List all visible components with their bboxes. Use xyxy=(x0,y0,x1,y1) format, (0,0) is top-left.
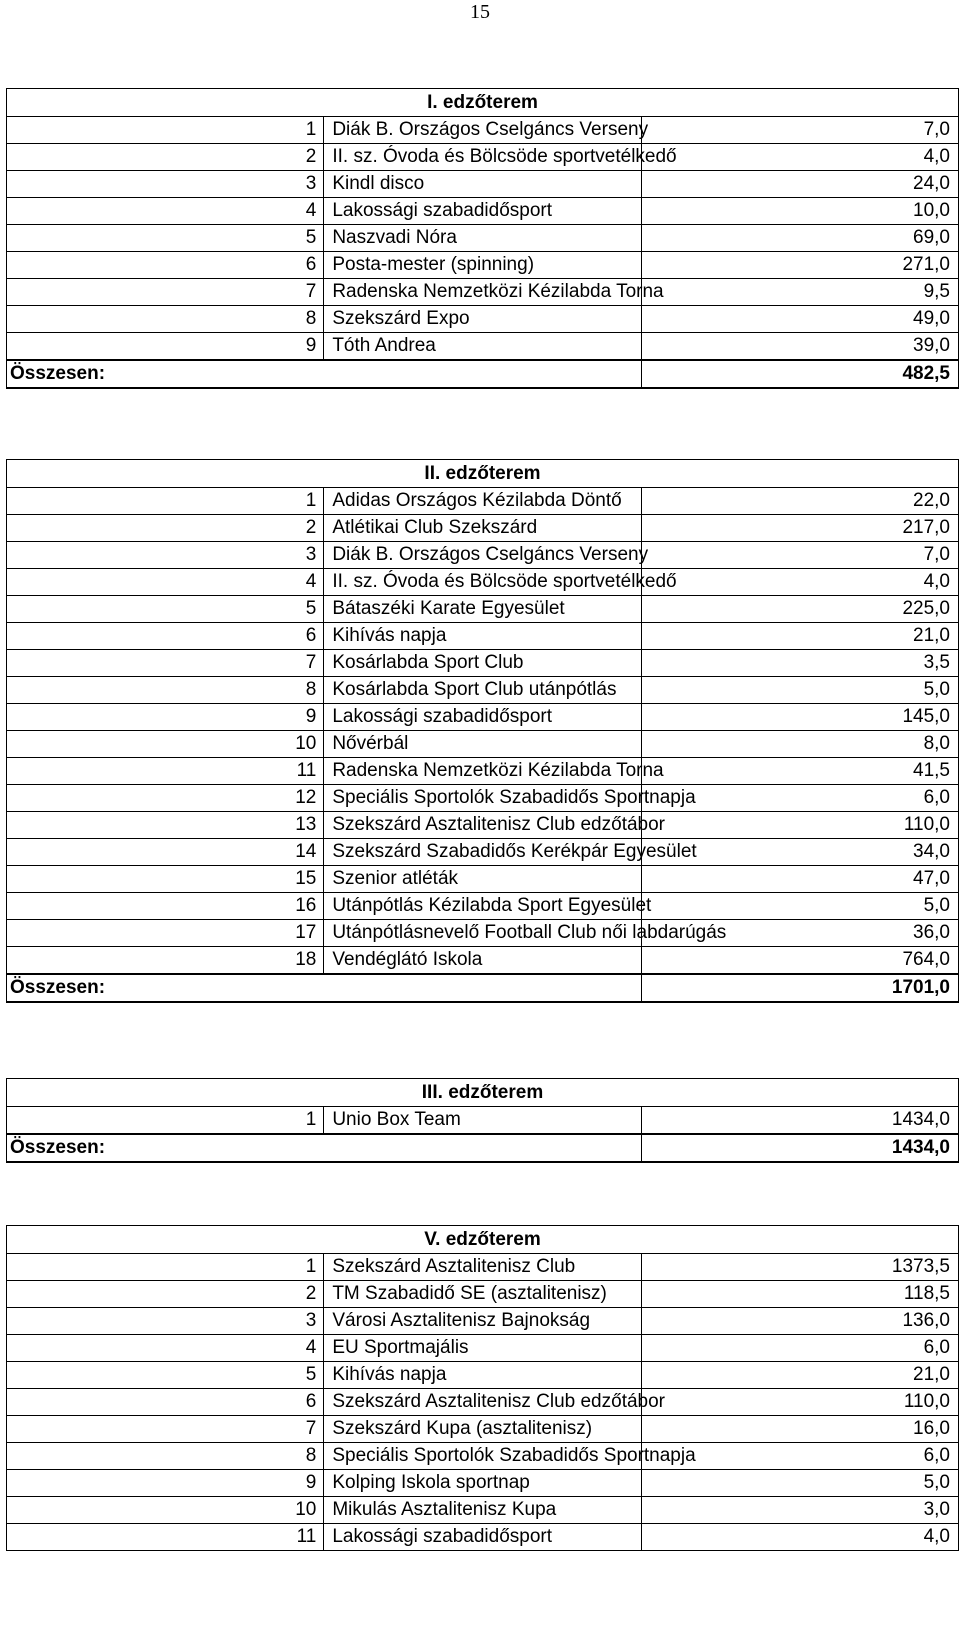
hours-value: 6,0 xyxy=(641,1443,958,1470)
hours-value: 9,5 xyxy=(641,279,958,306)
section-edzoterem-i xyxy=(6,88,959,389)
table-row xyxy=(7,488,959,515)
hours-value: 4,0 xyxy=(641,1524,958,1551)
section-title-rest: edzőterem xyxy=(445,1228,541,1250)
row-number: 6 xyxy=(7,252,324,279)
hours-value: 271,0 xyxy=(641,252,958,279)
table-row xyxy=(7,515,959,542)
hours-value: 5,0 xyxy=(641,1470,958,1497)
room-table xyxy=(6,459,959,1003)
row-number: 2 xyxy=(7,1281,324,1308)
event-name: Diák B. Országos Cselgáncs Verseny xyxy=(324,117,641,144)
section-title-rest: edzőterem xyxy=(442,91,538,113)
row-number: 1 xyxy=(7,488,324,515)
table-row xyxy=(7,1335,959,1362)
table-row xyxy=(7,306,959,333)
hours-value: 764,0 xyxy=(641,947,958,975)
section-title-row xyxy=(7,89,959,117)
event-name: Szekszárd Expo xyxy=(324,306,641,333)
hours-value: 110,0 xyxy=(641,1389,958,1416)
row-number: 18 xyxy=(7,947,324,975)
section-edzoterem-ii xyxy=(6,459,959,1003)
section-title-prefix: III. xyxy=(421,1081,443,1103)
table-row xyxy=(7,1362,959,1389)
row-number: 4 xyxy=(7,569,324,596)
section-title xyxy=(7,460,959,488)
hours-value: 7,0 xyxy=(641,117,958,144)
event-name: Unio Box Team xyxy=(324,1107,641,1135)
event-name: Kihívás napja xyxy=(324,1362,641,1389)
row-number: 17 xyxy=(7,920,324,947)
row-number: 13 xyxy=(7,812,324,839)
table-row xyxy=(7,1107,959,1135)
row-number: 5 xyxy=(7,596,324,623)
room-table xyxy=(6,88,959,389)
hours-value: 217,0 xyxy=(641,515,958,542)
table-row xyxy=(7,252,959,279)
room-table xyxy=(6,1078,959,1163)
row-number: 6 xyxy=(7,623,324,650)
event-name: Utánpótlás Kézilabda Sport Egyesület xyxy=(324,893,641,920)
hours-value: 21,0 xyxy=(641,1362,958,1389)
hours-value: 5,0 xyxy=(641,677,958,704)
section-title-prefix: II. xyxy=(424,462,441,484)
event-name: Nővérbál xyxy=(324,731,641,758)
event-name: Mikulás Asztalitenisz Kupa xyxy=(324,1497,641,1524)
event-name: EU Sportmajális xyxy=(324,1335,641,1362)
hours-value: 24,0 xyxy=(641,171,958,198)
section-title-rest: edzőterem xyxy=(445,462,541,484)
hours-value: 69,0 xyxy=(641,225,958,252)
section-title-prefix: I. xyxy=(427,91,438,113)
row-number: 9 xyxy=(7,333,324,361)
hours-value: 4,0 xyxy=(641,144,958,171)
hours-value: 49,0 xyxy=(641,306,958,333)
event-name: Radenska Nemzetközi Kézilabda Torna xyxy=(324,279,641,306)
row-number: 1 xyxy=(7,1107,324,1135)
total-label: Összesen: xyxy=(7,974,642,1002)
total-value: 482,5 xyxy=(641,360,958,388)
event-name: Speciális Sportolók Szabadidős Sportnapja xyxy=(324,785,641,812)
row-number: 3 xyxy=(7,1308,324,1335)
row-number: 2 xyxy=(7,144,324,171)
event-name: Kindl disco xyxy=(324,171,641,198)
row-number: 4 xyxy=(7,1335,324,1362)
row-number: 10 xyxy=(7,731,324,758)
event-name: Adidas Országos Kézilabda Döntő xyxy=(324,488,641,515)
table-row xyxy=(7,731,959,758)
table-row xyxy=(7,1416,959,1443)
hours-value: 1373,5 xyxy=(641,1254,958,1281)
event-name: Kihívás napja xyxy=(324,623,641,650)
event-name: II. sz. Óvoda és Bölcsöde sportvetélkedő xyxy=(324,144,641,171)
table-row xyxy=(7,542,959,569)
event-name: Radenska Nemzetközi Kézilabda Torna xyxy=(324,758,641,785)
table-row xyxy=(7,758,959,785)
table-row xyxy=(7,677,959,704)
row-number: 6 xyxy=(7,1389,324,1416)
table-row xyxy=(7,1308,959,1335)
table-row xyxy=(7,839,959,866)
table-row xyxy=(7,704,959,731)
event-name: Bátaszéki Karate Egyesület xyxy=(324,596,641,623)
hours-value: 7,0 xyxy=(641,542,958,569)
event-name: Szekszárd Kupa (asztalitenisz) xyxy=(324,1416,641,1443)
section-edzoterem-iii xyxy=(6,1078,959,1163)
hours-value: 39,0 xyxy=(641,333,958,361)
event-name: Lakossági szabadidősport xyxy=(324,198,641,225)
table-row xyxy=(7,225,959,252)
hours-value: 3,0 xyxy=(641,1497,958,1524)
event-name: Tóth Andrea xyxy=(324,333,641,361)
row-number: 15 xyxy=(7,866,324,893)
table-row xyxy=(7,1524,959,1551)
event-name: II. sz. Óvoda és Bölcsöde sportvetélkedő xyxy=(324,569,641,596)
event-name: Szekszárd Asztalitenisz Club xyxy=(324,1254,641,1281)
event-name: Naszvadi Nóra xyxy=(324,225,641,252)
section-title-row xyxy=(7,1079,959,1107)
row-number: 8 xyxy=(7,1443,324,1470)
row-number: 1 xyxy=(7,1254,324,1281)
row-number: 9 xyxy=(7,1470,324,1497)
event-name: Utánpótlásnevelő Football Club női labdarúgás xyxy=(324,920,641,947)
table-row xyxy=(7,785,959,812)
hours-value: 225,0 xyxy=(641,596,958,623)
table-row xyxy=(7,650,959,677)
event-name: Szekszárd Szabadidős Kerékpár Egyesület xyxy=(324,839,641,866)
table-row xyxy=(7,812,959,839)
table-row xyxy=(7,279,959,306)
hours-value: 118,5 xyxy=(641,1281,958,1308)
event-name: Kosárlabda Sport Club xyxy=(324,650,641,677)
row-number: 5 xyxy=(7,1362,324,1389)
table-row xyxy=(7,1281,959,1308)
row-number: 1 xyxy=(7,117,324,144)
row-number: 7 xyxy=(7,650,324,677)
hours-value: 136,0 xyxy=(641,1308,958,1335)
event-name: Szenior atléták xyxy=(324,866,641,893)
row-number: 3 xyxy=(7,171,324,198)
row-number: 11 xyxy=(7,758,324,785)
table-row xyxy=(7,1254,959,1281)
table-row xyxy=(7,1470,959,1497)
row-number: 16 xyxy=(7,893,324,920)
row-number: 14 xyxy=(7,839,324,866)
table-row xyxy=(7,920,959,947)
row-number: 3 xyxy=(7,542,324,569)
table-row xyxy=(7,144,959,171)
page-number: 15 xyxy=(470,1,490,23)
hours-value: 16,0 xyxy=(641,1416,958,1443)
table-row xyxy=(7,866,959,893)
hours-value: 4,0 xyxy=(641,569,958,596)
table-row xyxy=(7,171,959,198)
event-name: Kolping Iskola sportnap xyxy=(324,1470,641,1497)
row-number: 12 xyxy=(7,785,324,812)
table-row xyxy=(7,623,959,650)
row-number: 7 xyxy=(7,1416,324,1443)
hours-value: 6,0 xyxy=(641,785,958,812)
section-title xyxy=(7,1226,959,1254)
table-row xyxy=(7,1497,959,1524)
total-label: Összesen: xyxy=(7,1134,642,1162)
event-name: Posta-mester (spinning) xyxy=(324,252,641,279)
row-number: 8 xyxy=(7,677,324,704)
event-name: Szekszárd Asztalitenisz Club edzőtábor xyxy=(324,1389,641,1416)
hours-value: 36,0 xyxy=(641,920,958,947)
section-title-row xyxy=(7,460,959,488)
hours-value: 110,0 xyxy=(641,812,958,839)
row-number: 9 xyxy=(7,704,324,731)
section-edzoterem-v xyxy=(6,1225,959,1551)
event-name: Atlétikai Club Szekszárd xyxy=(324,515,641,542)
event-name: Szekszárd Asztalitenisz Club edzőtábor xyxy=(324,812,641,839)
hours-value: 8,0 xyxy=(641,731,958,758)
hours-value: 22,0 xyxy=(641,488,958,515)
section-title xyxy=(7,89,959,117)
hours-value: 47,0 xyxy=(641,866,958,893)
table-row xyxy=(7,947,959,975)
total-row xyxy=(7,974,959,1002)
table-row xyxy=(7,333,959,361)
table-row xyxy=(7,1443,959,1470)
total-value: 1434,0 xyxy=(641,1134,958,1162)
table-row xyxy=(7,596,959,623)
event-name: Lakossági szabadidősport xyxy=(324,1524,641,1551)
row-number: 11 xyxy=(7,1524,324,1551)
table-row xyxy=(7,569,959,596)
row-number: 8 xyxy=(7,306,324,333)
section-title-rest: edzőterem xyxy=(448,1081,544,1103)
table-row xyxy=(7,1389,959,1416)
section-title-row xyxy=(7,1226,959,1254)
row-number: 7 xyxy=(7,279,324,306)
hours-value: 5,0 xyxy=(641,893,958,920)
section-title xyxy=(7,1079,959,1107)
event-name: Speciális Sportolók Szabadidős Sportnapja xyxy=(324,1443,641,1470)
total-label: Összesen: xyxy=(7,360,642,388)
event-name: TM Szabadidő SE (asztalitenisz) xyxy=(324,1281,641,1308)
event-name: Kosárlabda Sport Club utánpótlás xyxy=(324,677,641,704)
event-name: Vendéglátó Iskola xyxy=(324,947,641,975)
event-name: Lakossági szabadidősport xyxy=(324,704,641,731)
row-number: 2 xyxy=(7,515,324,542)
row-number: 10 xyxy=(7,1497,324,1524)
hours-value: 41,5 xyxy=(641,758,958,785)
room-table xyxy=(6,1225,959,1551)
hours-value: 145,0 xyxy=(641,704,958,731)
total-row xyxy=(7,360,959,388)
table-row xyxy=(7,117,959,144)
hours-value: 10,0 xyxy=(641,198,958,225)
hours-value: 34,0 xyxy=(641,839,958,866)
total-value: 1701,0 xyxy=(641,974,958,1002)
row-number: 4 xyxy=(7,198,324,225)
total-row xyxy=(7,1134,959,1162)
row-number: 5 xyxy=(7,225,324,252)
hours-value: 1434,0 xyxy=(641,1107,958,1135)
section-title-prefix: V. xyxy=(424,1228,441,1250)
table-row xyxy=(7,893,959,920)
hours-value: 3,5 xyxy=(641,650,958,677)
event-name: Diák B. Országos Cselgáncs Verseny xyxy=(324,542,641,569)
event-name: Városi Asztalitenisz Bajnokság xyxy=(324,1308,641,1335)
hours-value: 6,0 xyxy=(641,1335,958,1362)
hours-value: 21,0 xyxy=(641,623,958,650)
table-row xyxy=(7,198,959,225)
